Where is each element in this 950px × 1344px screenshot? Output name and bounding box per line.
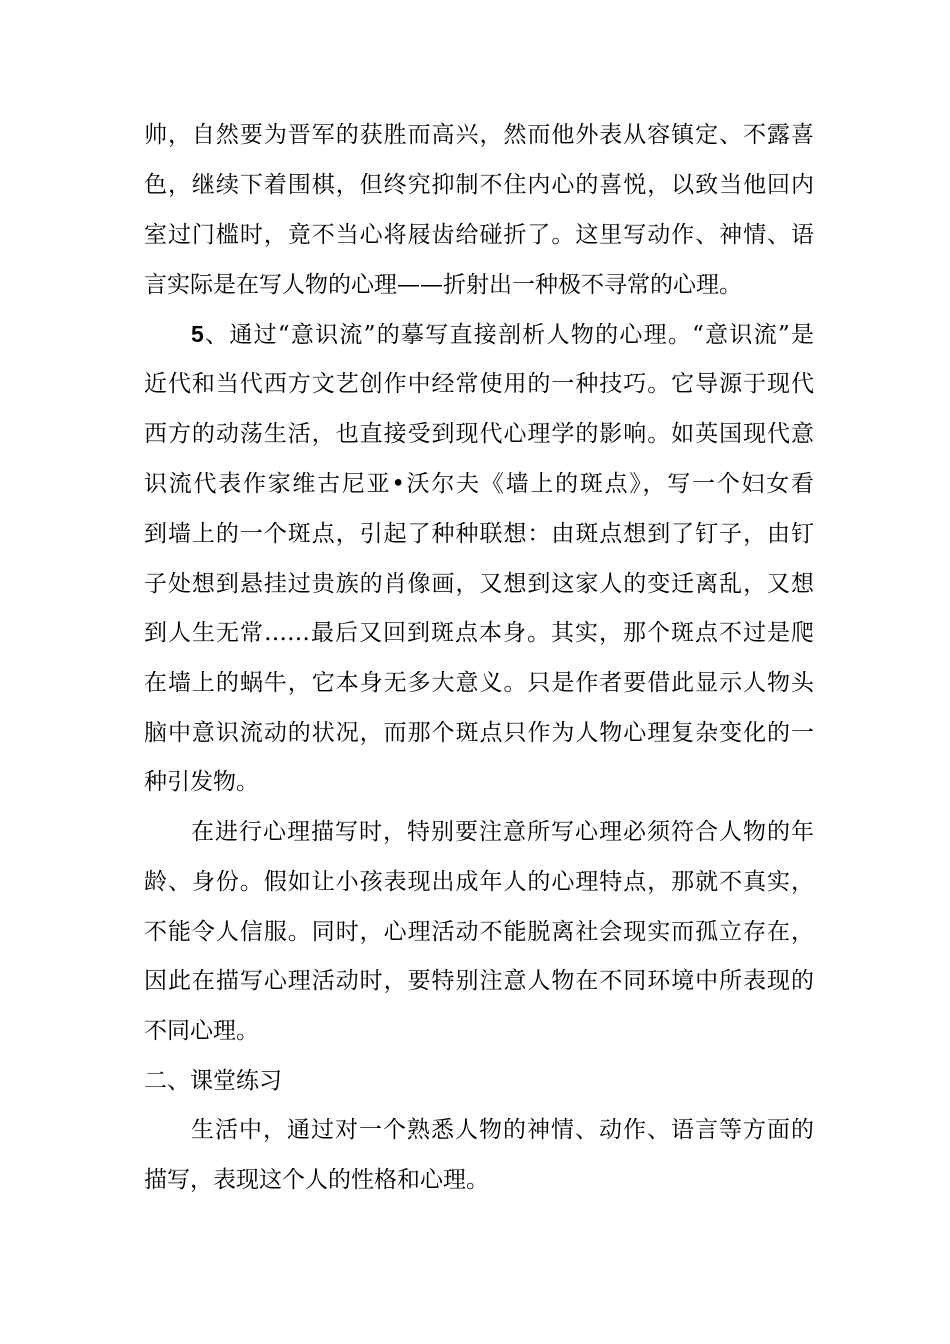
text-line: 不能令人信服。同时，心理活动不能脱离社会现实而孤立存在， (144, 919, 814, 945)
text-line: 龄、身份。假如让小孩表现出成年人的心理特点，那就不真实， (144, 869, 814, 895)
item-number: 5 (191, 321, 204, 347)
text-line: 识流代表作家维古尼亚•沃尔夫《墙上的斑点》，写一个妇女看 (144, 471, 814, 497)
text-line: 子处想到悬挂过贵族的肖像画，又想到这家人的变迁离乱，又想 (144, 571, 814, 597)
text-line: 近代和当代西方文艺创作中经常使用的一种技巧。它导源于现代 (144, 371, 814, 397)
text-line: 在进行心理描写时，特别要注意所写心理必须符合人物的年 (191, 819, 814, 845)
text-line: 脑中意识流动的状况，而那个斑点只作为人物心理复杂变化的一 (144, 720, 814, 746)
text-line: 帅，自然要为晋军的获胜而高兴，然而他外表从容镇定、不露喜 (144, 122, 814, 148)
text-line: 到墙上的一个斑点，引起了种种联想：由斑点想到了钉子，由钉 (144, 521, 814, 547)
numbered-item-line (191, 314, 814, 354)
text-line: 言实际是在写人物的心理——折射出一种极不寻常的心理。 (144, 272, 742, 298)
text-line: 因此在描写心理活动时，要特别注意人物在不同环境中所表现的 (144, 968, 814, 994)
text-line: 描写，表现这个人的性格和心理。 (144, 1167, 489, 1193)
text-line: 室过门槛时，竟不当心将屐齿给碰折了。这里写动作、神情、语 (144, 222, 814, 248)
text-line: 不同心理。 (144, 1018, 259, 1044)
text-line: 在墙上的蜗牛，它本身无多大意义。只是作者要借此显示人物头 (144, 670, 814, 696)
text-line: 种引发物。 (144, 769, 259, 795)
text-line: 到人生无常……最后又回到斑点本身。其实，那个斑点不过是爬 (144, 620, 814, 646)
text-line: 西方的动荡生活，也直接受到现代心理学的影响。如英国现代意 (144, 421, 814, 447)
text-line: 生活中，通过对一个熟悉人物的神情、动作、语言等方面的 (191, 1117, 814, 1143)
text-line: 色，继续下着围棋，但终究抑制不住内心的喜悦，以致当他回内 (144, 172, 814, 198)
section-heading: 二、课堂练习 (144, 1068, 282, 1094)
item-text: 、通过“意识流”的摹写直接剖析人物的心理。“意识流”是 (203, 322, 814, 348)
